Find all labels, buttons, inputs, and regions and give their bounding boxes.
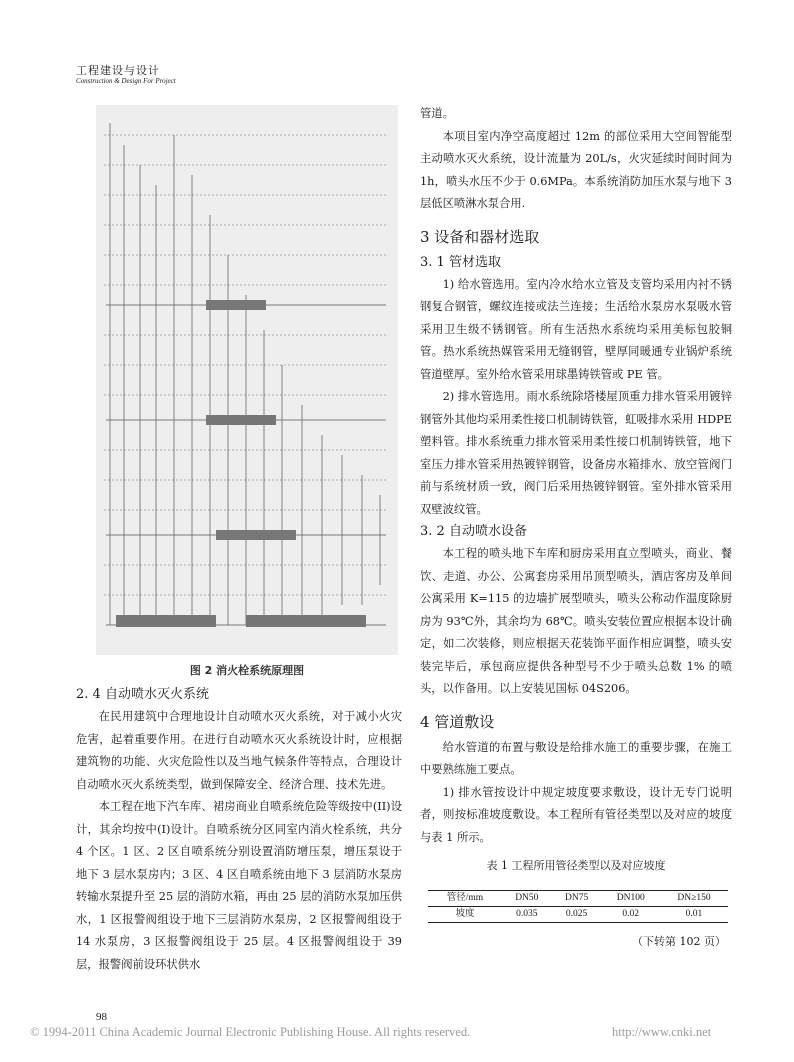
table-header-row: [428, 890, 728, 906]
section-3-2-heading: 3. 2 自动喷水设备: [420, 524, 527, 539]
pipe-slope-table: [428, 890, 728, 923]
copyright-footer: © 1994-2011 China Academic Journal Electronic Publishing House. All rights reserved.: [30, 1025, 471, 1039]
section-2-4-heading: 2. 4 自动喷水灭火系统: [76, 687, 209, 702]
footer-url: http://www.cnki.net: [612, 1025, 712, 1039]
table-header-cell: DN100: [616, 892, 645, 903]
table-cell: 0.01: [685, 908, 703, 919]
table-header-cell: DN75: [564, 892, 589, 903]
figure-caption: 图 2 消火栓系统原理图: [189, 664, 305, 677]
paragraph: 在民用建筑中合理地设计自动喷水灭火系统，对于减小火灾危害，起着重要作用。在进行自动喷水灭火系统设计时，应根据建筑物的功能、火灾危险性以及当地气候条件等特点，合理设计自动喷水灭火系统类型，做到保障安全、经济合理、技术先进。: [76, 710, 402, 791]
continued-note: （下转第 102 页）: [632, 934, 726, 948]
paragraph: 2) 排水管选用。雨水系统除塔楼屋顶重力排水管采用镀锌钢管外其他均采用柔性接口机制铸铁管，虹吸排水采用 HDPE 塑料管。排水系统重力排水管采用柔性接口机制铸铁管，地下室压力排水管采用热镀锌钢管，设备房水箱排水、放空管阀门前与系统材质一致，阀门后采用热镀锌钢管。室外排水管采用双壁波纹管。: [420, 390, 732, 516]
paragraph: 给水管道的布置与敷设是给排水施工的重要步骤，在施工中要熟练施工要点。: [420, 740, 732, 776]
table-cell: 0.025: [565, 908, 588, 919]
table-header-cell: 管径/mm: [446, 892, 484, 903]
section-4-heading: 4 管道敷设: [420, 712, 495, 731]
table-cell: 0.02: [622, 908, 640, 919]
paragraph: 1) 排水管按设计中规定坡度要求敷设，设计无专门说明者，则按标准坡度敷设。本工程所有管径类型以及对应的坡度与表 1 所示。: [420, 785, 732, 844]
section-3-1-heading: 3. 1 管材选取: [420, 254, 501, 270]
paragraph: 本项目室内净空高度超过 12m 的部位采用大空间智能型主动喷水灭火系统，设计流量为 20L/s，火灾延续时间时间为 1h，喷头水压不少于 0.6MPa。本系统消防加压水泵与地下 3 层低区喷淋水泵合用.: [420, 129, 732, 210]
left-column: [76, 684, 402, 976]
paragraph: 本工程在地下汽车库、裙房商业自喷系统危险等级按中(II)设计，其余均按中(I)设计。自喷系统分区同室内消火栓系统，共分 4 个区。1 区、2 区自喷系统分别设置消防增压泵，增压泵设于地下 3 层水泵房内；3 区、4 区自喷系统由地下 3 层消防水泵房转输水泵提升至 25 层的消防水箱，再由 25 层的消防水泵加压供水，1 区报警阀组设于地下三层消防水泵房，2 区报警阀组设于 14 水泵房，3 区报警阀组设于 25 层。4 区报警阀组设于 39 层，报警阀前设环状供水: [76, 800, 402, 971]
table-cell: 0.035: [516, 908, 538, 919]
section-3-heading: 3 设备和器材选取: [420, 227, 540, 246]
journal-title-en: Construction & Design For Project: [76, 77, 176, 85]
paragraph: 1) 给水管选用。室内冷水给水立管及支管均采用内衬不锈钢复合钢管，螺纹连接或法兰连接；生活给水泵房水泵吸水管采用卫生级不锈钢管。所有生活热水系统均采用美标包胶铜管。热水系统热媒管采用无缝钢管，壁厚同暖通专业锅炉系统管道壁厚。室外给水管采用球墨铸铁管或 PE 管。: [420, 277, 732, 381]
paragraph-continuation: 管道。: [420, 107, 454, 120]
page-number: 98: [96, 1011, 107, 1023]
table-cell: 坡度: [455, 908, 475, 919]
figure-hydrant-schematic: [96, 105, 398, 655]
table-row: [428, 906, 728, 922]
table-header-cell: DN50: [515, 892, 539, 903]
hydrant-schematic-drawing: [96, 105, 398, 655]
right-column: [420, 103, 732, 953]
paragraph: 本工程的喷头地下车库和厨房采用直立型喷头，商业、餐饮、走道、办公、公寓套房采用吊顶型喷头，酒店客房及单间公寓采用 K=115 的边墙扩展型喷头，喷头公称动作温度除厨房为 93℃外，其余均为 68℃。喷头安装位置应根据本设计确定，如二次装修，则应根据天花装饰平面作相应调整，喷头安装完毕后，承包商应提供各种型号不少于喷头总数 1% 的喷头，以作备用。以上安装见国标 04S206。: [420, 547, 732, 695]
table-caption: 表 1 工程所用管径类型以及对应坡度: [486, 859, 666, 872]
table-header-cell: DN≥150: [677, 892, 711, 903]
journal-title-cn: 工程建设与设计: [76, 64, 160, 77]
